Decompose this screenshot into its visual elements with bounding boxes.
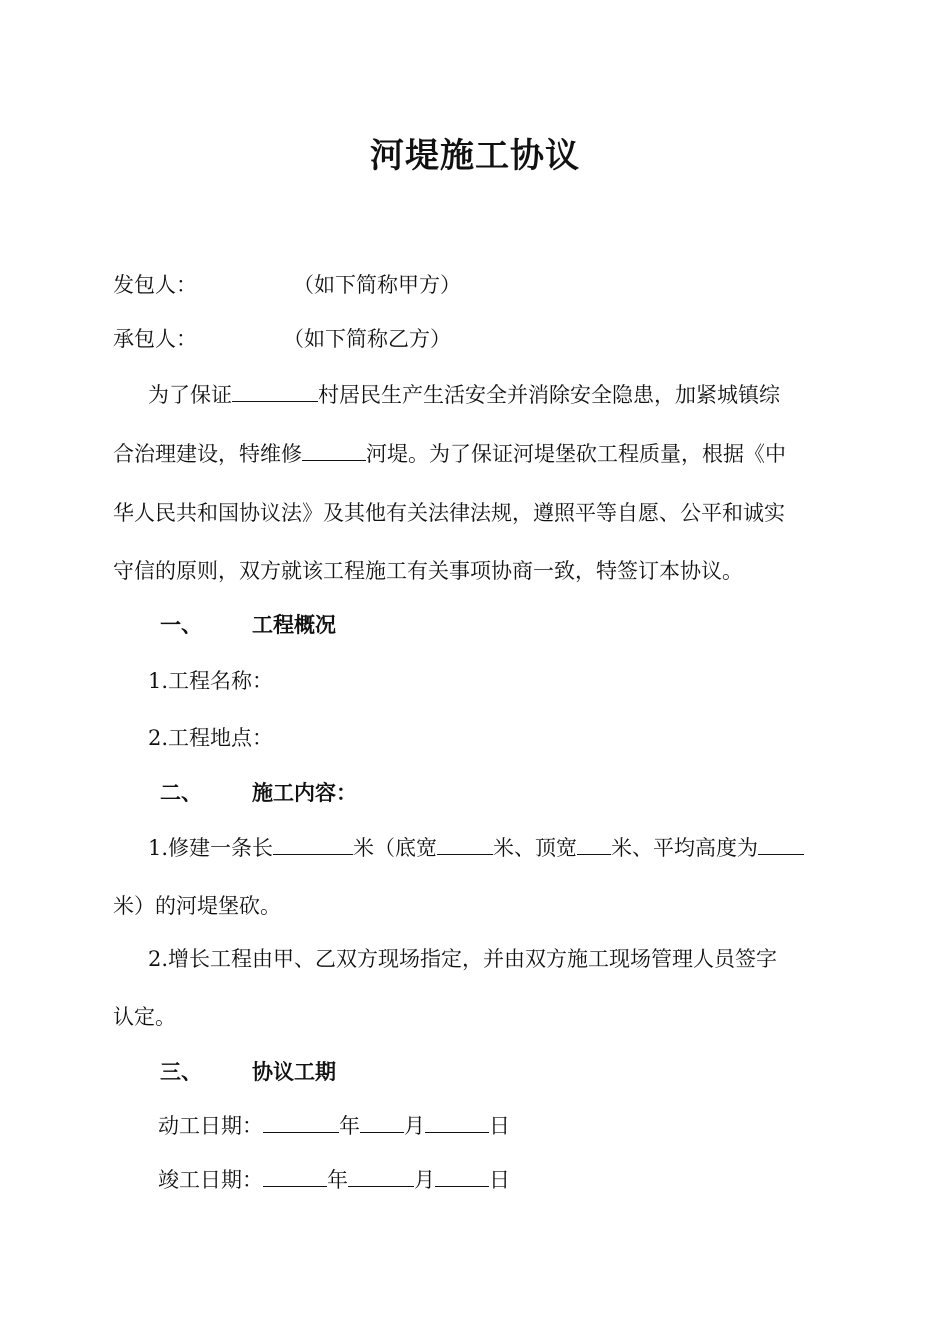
scope-text: 1.修建一条长 (148, 836, 274, 860)
section-number: 一、 (160, 612, 202, 637)
start-month-blank[interactable] (360, 1112, 404, 1133)
scope-item-1-line-2: 米）的河堤堡砍。 (113, 894, 281, 918)
year-label: 年 (339, 1114, 360, 1138)
end-month-blank[interactable] (348, 1166, 414, 1187)
end-day-blank[interactable] (435, 1166, 489, 1187)
village-blank[interactable] (232, 381, 318, 402)
scope-item-2-line-2: 认定。 (113, 1005, 176, 1029)
top-width-blank[interactable] (577, 834, 611, 855)
section-number: 三、 (160, 1059, 202, 1084)
project-name-line: 1.工程名称： (148, 669, 274, 693)
section-3-heading (160, 1058, 336, 1086)
scope-item-2-line-1: 2.增长工程由甲、乙双方现场指定，并由双方施工现场管理人员签字 (148, 947, 778, 971)
section-2-heading (160, 779, 357, 807)
month-label: 月 (414, 1168, 435, 1192)
preamble-line-4: 守信的原则，双方就该工程施工有关事项协商一致，特签订本协议。 (113, 559, 743, 583)
project-location-line: 2.工程地点： (148, 726, 274, 750)
end-date-line (158, 1166, 510, 1194)
preamble-text: 河堤。为了保证河堤堡砍工程质量，根据《中 (366, 442, 786, 466)
length-blank[interactable] (273, 834, 353, 855)
contractor-line (113, 325, 451, 353)
scope-text: 米、顶宽 (493, 836, 578, 860)
scope-item-1-line-1 (148, 834, 804, 862)
section-title: 协议工期 (252, 1059, 336, 1084)
scope-text: 米、平均高度为 (611, 836, 759, 860)
section-title: 施工内容： (252, 780, 357, 805)
end-year-blank[interactable] (263, 1166, 327, 1187)
employer-note: （如下简称甲方） (293, 273, 461, 297)
river-blank[interactable] (302, 440, 366, 461)
employer-label: 发包人： (113, 273, 197, 297)
preamble-text: 合治理建设，特维修 (113, 442, 302, 466)
start-date-line (158, 1112, 510, 1140)
start-year-blank[interactable] (263, 1112, 339, 1133)
preamble-line-3: 华人民共和国协议法》及其他有关法律法规，遵照平等自愿、公平和诚实 (113, 501, 785, 525)
start-day-blank[interactable] (425, 1112, 489, 1133)
start-date-label: 动工日期： (158, 1114, 263, 1138)
contractor-note: （如下简称乙方） (283, 327, 451, 351)
scope-text: 米（底宽 (353, 836, 438, 860)
section-number: 二、 (160, 780, 202, 805)
employer-line (113, 271, 461, 299)
day-label: 日 (489, 1168, 510, 1192)
year-label: 年 (327, 1168, 348, 1192)
contractor-label: 承包人： (113, 327, 197, 351)
month-label: 月 (404, 1114, 425, 1138)
bottom-width-blank[interactable] (437, 834, 493, 855)
preamble-text: 为了保证 (148, 383, 232, 407)
end-date-label: 竣工日期： (158, 1168, 263, 1192)
day-label: 日 (489, 1114, 510, 1138)
section-title: 工程概况 (252, 612, 336, 637)
preamble-text: 村居民生产生活安全并消除安全隐患，加紧城镇综 (318, 383, 780, 407)
height-blank[interactable] (758, 834, 804, 855)
preamble-line-1 (148, 381, 780, 409)
preamble-line-2 (113, 440, 786, 468)
document-title: 河堤施工协议 (370, 136, 580, 176)
section-1-heading (160, 611, 336, 639)
